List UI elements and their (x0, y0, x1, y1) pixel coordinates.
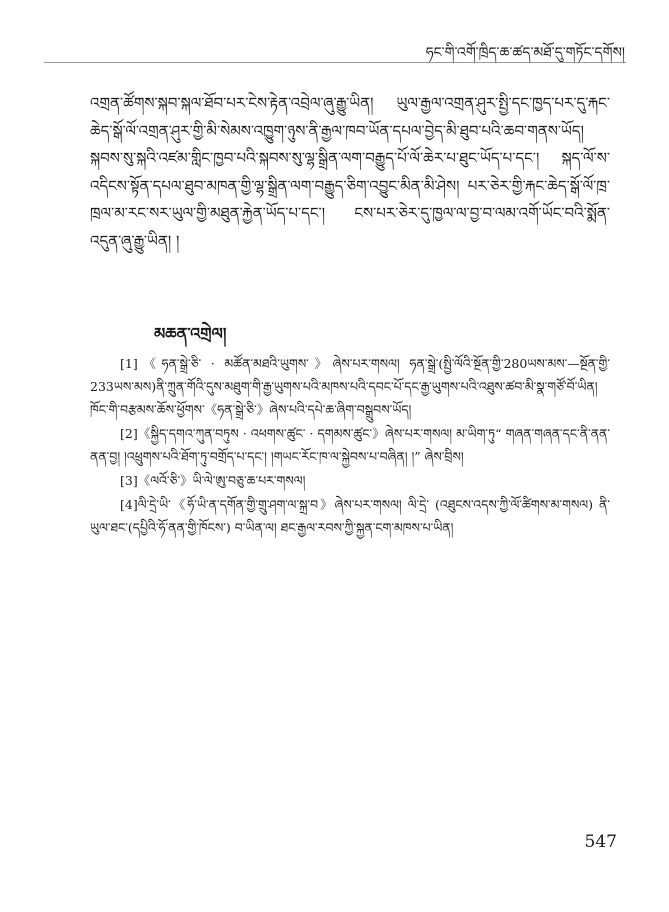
notes-title: མཆན་འགྲེལ། (154, 324, 227, 343)
page-number: 547 (584, 832, 617, 852)
footnote-3 (90, 469, 610, 492)
running-header: ཧང་གི་འགོ་ཁྲིད་ཆ་ཚད་མཐོ་དུ་གཏོང་དགོས། (425, 45, 625, 61)
footnote-label: [3] (120, 473, 138, 488)
footnote-label: [2] (120, 426, 138, 441)
footnote-2 (90, 422, 610, 468)
footnote-text: ལི་དྲེ་ཡི་《ཧོ་ཡི་ན་དགོན་གྱི་གྲུ་ཤག་ལ་སྐྲ་བ》ཞེས་པར་གསལ། ལི་དྲེ་ (འཐུངས་འདས་ཀྱི་ལོ་ཚིགས་མ་གསལ) ནི་ཡུལ་ཐང་(དཔྱིའི་ཧོ་ནན་གྱི་ཁོངས་) བ་ཡིན་ལ། ཐང་རྒྱལ་རབས་ཀྱི་སྐྱན་ངག་མཁས་པ་ཡིན། (90, 497, 610, 535)
footnotes-section (90, 352, 610, 540)
body-paragraph: འགྲན་ཚོགས་སྐབ་སྐལ་ཐོབ་པར་ངེས་རྟེན་འབྲེལ་ཞུ་རྒྱུ་ཡིན། ཡུལ་རྒྱལ་འགྲན་ཤུར་སྤྱི་དང་ཁྱད་པར་དུ་རྐང་ཆེད་སྒོ་ལོ་འགྲན་ཤུར་གྱི་མི་སེམས་འཁྱུག་ཉུས་ནི་རྒྱལ་ཁབ་ཡོན་དཔལ་བྱེད་མི་ཐུབ་པའི་ཆབ་གནས་ཡོད། སྐབས་སུ་སྐའི་འཛམ་གླིང་ཁྱབ་པའི་སྐབས་སུ་ལྷ་སྒྲིན་ལག་བརྒྱུད་པོ་ལོ་ཆེར་པ་ཐུང་ཡོད་པ་དང་། སྐད་ལོ་ས་འདིངས་སྟོན་དཔལ་ཐུབ་མཁན་གྱི་ལྷ་སྒྲིན་ལག་བརྒྱུད་ཅིག་འབྱུང་མིན་མི་ཤེས། པར་ཅེར་གྱི་རྐང་ཆེད་སྒོ་ལོ་ཁྲ་ཁྲལ་མ་རང་སར་ཡུལ་གྱི་མཐུན་རྐྱེན་ཡོད་པ་དང་། ངས་པར་ཅེར་དུ་ཁྱལ་ལ་བྱ་བ་ལམ་འགོ་ཡོང་བའི་སྨོན་འདུན་ཞུ་རྒྱུ་ཡིན། ། (90, 94, 610, 250)
footnote-text: 《ལའོ་ཅི་》ཡི་ལེ་ཨུ་བཅུ་ཆ་པར་གསལ། (137, 473, 306, 488)
footnote-label: [1] (120, 356, 138, 371)
footnote-text: 《ཧན་སྒྲེ་ཅི་ · མཚོན་མཐའི་ཡུགས་》ཞེས་པར་གསལ། ཧན་སྒྲེ་(སྤྱི་ལོའི་སྔོན་གྱི་280ཡས་མས་—སྔོན་གྱི་233ཡས་མས)ནི་ཀྲུན་གོའི་དུས་མཐུག་གི་རྒྱ་ཡུགས་པའི་མཁས་པའི་དབང་པོ་དང་རྒྱ་ཡུགས་པའི་འཐུས་ཚབ་མི་སྣ་གཙོ་བོ་ཡིན། ཁོང་གི་བརྩམས་ཆོས་ཕྱོགས་《ཧན་སྒྲེ་ཅི་》ཞེས་པའི་དཔེ་ཆ་ཞིག་བསྒྲུབས་ཡོད། (90, 356, 610, 417)
footnote-1 (90, 352, 610, 421)
footnote-label: [4] (120, 497, 138, 512)
header-rule (44, 62, 626, 63)
footnote-text: 《སྐྱིད་དགའ་ཀུན་བཏུས · འཕགས་ཚུང་ · དགམས་ཚུང་》ཞེས་པར་གསལ། མ་ཡིག་ཏུ“ གཞན་གཞན་དང་ནི་ནན་ནན་བྱ། །འཕྲུགས་པའི་ཐོག་ཏུ་བགྲོད་པ་དང་། །གཡང་རོང་ཁ་ལ་སྐྱེབས་པ་བཞིན། །” ཞེས་བྲིས། (90, 426, 610, 464)
footnote-4 (90, 493, 610, 539)
